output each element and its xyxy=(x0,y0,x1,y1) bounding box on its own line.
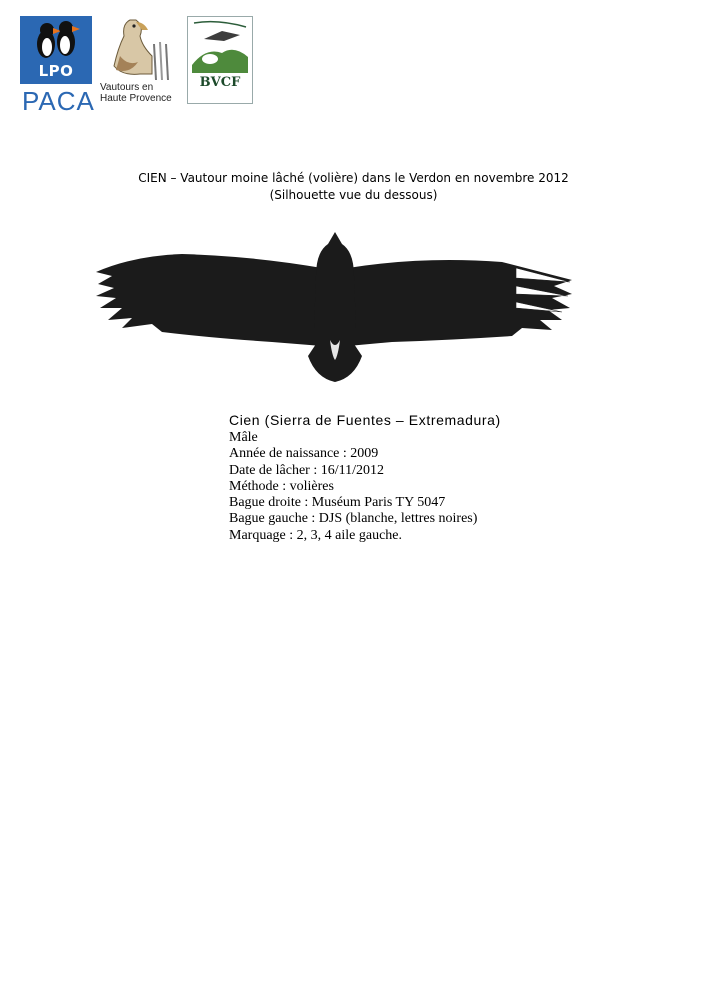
info-left-ring: Bague gauche : DJS (blanche, lettres noires) xyxy=(229,511,478,527)
vautours-logo xyxy=(100,16,180,104)
info-birth-year: Année de naissance : 2009 xyxy=(229,446,379,462)
bvcf-logo-box xyxy=(187,16,253,104)
vautours-label: Vautours en Haute Provence xyxy=(100,82,172,104)
title-line-2: (Silhouette vue du dessous) xyxy=(269,188,438,202)
info-method: Méthode : volières xyxy=(229,478,334,494)
title-line-1: CIEN – Vautour moine lâché (volière) dans le Verdon en novembre 2012 xyxy=(138,171,569,185)
info-sex: Mâle xyxy=(229,430,258,445)
info-marking: Marquage : 2, 3, 4 aile gauche. xyxy=(229,527,402,543)
document-title xyxy=(0,170,707,204)
bearded-vulture-icon xyxy=(188,17,252,75)
puffin-icon xyxy=(20,16,92,62)
lpo-label: LPO xyxy=(38,62,74,80)
vulture-silhouette-image xyxy=(92,228,578,386)
paca-label: PACA xyxy=(22,86,95,116)
bird-info xyxy=(229,411,501,544)
info-right-ring: Bague droite : Muséum Paris TY 5047 xyxy=(229,495,446,511)
vulture-icon xyxy=(100,16,180,82)
info-release-date: Date de lâcher : 16/11/2012 xyxy=(229,462,384,478)
bvcf-label: BVCF xyxy=(199,75,241,90)
bird-name: Cien (Sierra de Fuentes – Extremadura) xyxy=(229,412,501,428)
